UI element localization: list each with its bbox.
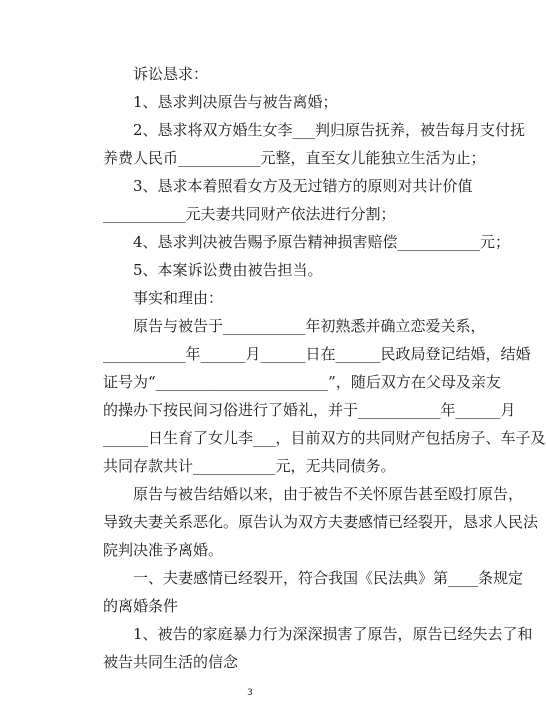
claim-5: 5、本案诉讼费由被告担当。 [133, 261, 323, 279]
reason-1-line-2: 被告共同生活的信念 [103, 653, 239, 671]
reason-heading-1-line-2: 的离婚条件 [103, 597, 179, 615]
claim-2-line-2: 养费人民币___________元整，直至女儿能独立生活为止； [103, 149, 486, 167]
facts-para-1-line-6: 共同存款共计___________元，无共同债务。 [103, 457, 396, 475]
page-number: 3 [247, 688, 253, 698]
facts-para-1-line-1: 原告与被告于___________年初熟悉并确立恋爱关系， [133, 317, 486, 335]
facts-para-1-line-2: ___________年______月______日在______民政局登记结婚，结婚 [103, 345, 531, 363]
facts-para-2-line-3: 院判决准予离婚。 [103, 541, 224, 559]
claim-3-line-1: 3、恳求本着照看女方及无过错方的原则对共计价值 [133, 177, 473, 195]
claim-1: 1、恳求判决原告与被告离婚； [133, 93, 338, 111]
claim-4: 4、恳求判决被告赐予原告精神损害赔偿___________元； [133, 233, 511, 251]
claim-2-line-1: 2、恳求将双方婚生女李___判归原告抚养，被告每月支付抚 [133, 121, 526, 139]
section-heading-facts: 事实和理由： [133, 289, 224, 307]
facts-para-1-line-4: 的操办下按民间习俗进行了婚礼，并于___________年______月 [103, 401, 516, 419]
claim-3-line-2: ___________元夫妻共同财产依法进行分割； [103, 205, 396, 223]
facts-para-1-line-3: 证号为“_______________________”，随后双方在父母及亲友 [103, 373, 501, 391]
reason-heading-1-line-1: 一、夫妻感情已经裂开，符合我国《民法典》第____条规定 [133, 569, 524, 587]
facts-para-1-line-5: ______日生育了女儿李___，目前双方的共同财产包括房子、车子及 [103, 429, 546, 447]
facts-para-2-line-1: 原告与被告结婚以来，由于被告不关怀原告甚至殴打原告， [133, 485, 524, 503]
reason-1-line-1: 1、被告的家庭暴力行为深深损害了原告，原告已经失去了和 [133, 625, 533, 643]
facts-para-2-line-2: 导致夫妻关系恶化。原告认为双方夫妻感情已经裂开，恳求人民法 [103, 513, 539, 531]
section-heading-claims: 诉讼恳求： [133, 65, 209, 83]
